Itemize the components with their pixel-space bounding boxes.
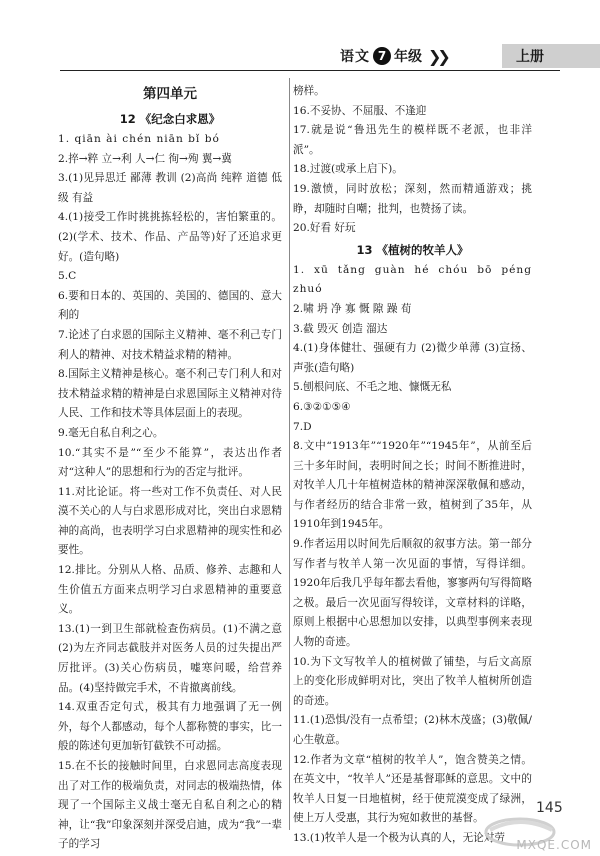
watermark-logo [470, 812, 600, 856]
double-chevron-icon: ❯❯ [428, 46, 447, 66]
header-grade-suffix: 年级 [394, 49, 422, 65]
answer-item: 20.好看 好玩 [293, 222, 356, 235]
answer-item: 13.(1)一到卫生部就检查伤病员。(1)不满之意 (2)为左齐同志截肢并对医务人员的过失提出严厉批评。(3)关心伤病员，嘘寒问暖，给营养品。(4)坚持做完手术，不肯撤离前线。 [58, 622, 282, 694]
page-header [340, 44, 600, 68]
answer-item: 7.论述了白求恩的国际主义精神、毫不利己专门利人的精神、对技术精益求精的精神。 [58, 328, 282, 361]
page-number: 145 [536, 800, 563, 816]
header-grade-number: 7 [373, 47, 391, 65]
answer-item: 9.作者运用以时间先后顺叙的叙事方法。第一部分写作者与牧羊人第一次见面的事情，写得详细。1920年后我几乎每年都去看他，寥寥两句写得简略之极。最后一次见面写得较详，文章材料的详略，原则上根据中心思想加以安排，以典型事例来表现人物的奇迹。 [293, 538, 532, 649]
answer-item: 11.对比论证。将一些对工作不负责任、对人民漠不关心的人与白求恩形成对比，突出白求恩精神的高尚，也表明学习白求恩精神的现实性和必要性。 [58, 485, 282, 557]
answer-item: 14.双重否定句式，极其有力地强调了无一例外，每个人都感动，每个人都称赞的事实，比一般的陈述句更加斩钉截铁不可动摇。 [58, 701, 282, 753]
left-column [58, 82, 282, 855]
answer-item: 1. xū tǎng guàn hé chóu bō péng zhuó [293, 263, 532, 296]
answer-item: 13.(1)牧羊人是一个极为认真的人，无论对劳 [293, 831, 505, 844]
column-divider [289, 78, 290, 830]
header-volume-band [502, 44, 600, 68]
answer-item: 10.为下文写牧羊人的植树做了铺垫，与后文高原上的变化形成鲜明对比，突出了牧羊人植树所创造的奇迹。 [293, 655, 532, 707]
answer-item: 5.C [58, 270, 77, 283]
answer-item: 8.国际主义精神是核心。毫不利己专门利人和对技术精益求精的精神是白求恩国际主义精神对待人民、工作和技术等具体层面上的表现。 [58, 368, 282, 420]
answer-item: 3.(1)见异思迁 鄙薄 教训 (2)高尚 纯粹 道德 低级 有益 [58, 172, 282, 204]
answer-item: 4.(1)身体健壮、强硬有力 (2)微少单薄 (3)宣扬、声张(造句略) [293, 342, 532, 374]
answer-item: 11.(1)恐惧/没有一点希望；(2)林木茂盛；(3)敬佩/心生敬意。 [293, 714, 532, 746]
lesson-title: 12 《纪念白求恩》 [119, 112, 221, 126]
header-volume: 上册 [516, 49, 544, 65]
answer-item: 8.文中“1913年”“1920年”“1945年”，从前至后三十多年时间，表明时间之长；时间不断推进时，对牧羊人几十年植树造林的精神深深敬佩和感动，与作者经历的结合非常一致，植树到了35年，从1910年到1945年。 [293, 440, 532, 531]
answer-item: 4.(1)接受工作时挑挑拣轻松的，害怕繁重的。(2)(学术、技术、作品、产品等)好了还追求更好。(造句略) [58, 211, 282, 263]
header-rule [60, 70, 560, 71]
right-column [293, 82, 532, 849]
header-subject: 语文 [340, 49, 370, 65]
answer-item: 6.③②①⑤④ [293, 400, 351, 413]
answer-item: 15.在不长的接触时间里，白求恩同志高度表现出了对工作的极端负责，对同志的极端热情，体现了一个国际主义战士毫无自私自利之心的精神，让“我”印象深刻并深受启迪，成为“我”一辈子的学习 [58, 760, 282, 851]
answer-item: 3.截 毁灭 创造 溜达 [293, 322, 388, 335]
answer-item: 17.就是说“鲁迅先生的模样既不老派，也非洋派”。 [293, 124, 532, 156]
answer-item: 9.毫无自私自利之心。 [58, 426, 164, 439]
unit-title: 第四单元 [143, 86, 197, 102]
watermark-site: MXQE.COM [516, 838, 592, 852]
answer-item: 1. qiān ài chén niān bǐ bó [58, 133, 220, 145]
answer-item: 10.“其实不是”“至少不能算”，表达出作者对“这种人”的思想和行为的否定与批评。 [58, 446, 282, 479]
answer-item: 7.D [293, 420, 312, 433]
answer-item: 19.激愤，同时放松；深刻，然而精通游戏；挑睁，却随时自嘲；批判，也赞扬了读。 [293, 182, 532, 215]
answer-item: 榜样。 [293, 85, 325, 97]
answer-item: 2.啸 坍 净 寡 慨 隙 躁 荀 [293, 302, 412, 315]
answer-item: 12.排比。分别从人格、品质、修养、志趣和人生价值五方面来点明学习白求恩精神的重要意义。 [58, 564, 282, 616]
answer-item: 2.捽→粹 立→利 人→仁 徇→殉 翼→冀 [58, 152, 232, 165]
answer-item: 5.刨根问底、不毛之地、慷慨无私 [293, 381, 452, 394]
answer-item: 6.要和日本的、英国的、美国的、德国的、意大利的 [58, 289, 282, 322]
answer-item: 18.过渡(或承上启下)。 [293, 163, 403, 176]
answer-item: 16.不妥协、不屈服、不逢迎 [293, 104, 427, 117]
answer-item: 12.作者为文章“植树的牧羊人”，饱含赞美之情。在英文中，“牧羊人”还是基督耶稣的意思。文中的牧羊人日复一日地植树，经于使荒漠变成了绿洲，使上万人受惠，其行为宛如救世的基督。 [293, 753, 532, 825]
lesson-title: 13 《植树的牧羊人》 [356, 242, 469, 257]
